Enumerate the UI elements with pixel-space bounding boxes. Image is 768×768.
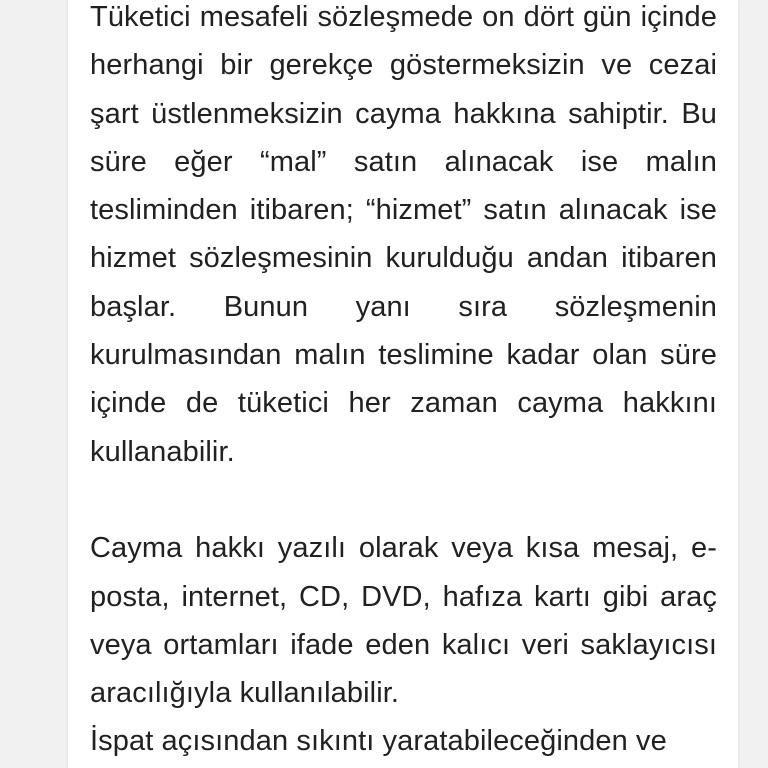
document-page: [68, 0, 738, 768]
paragraph-ispat: İspat açısından sıkıntı yaratabileceğinden ve: [90, 725, 667, 758]
paragraph-cayma-hakki-suresi: Tüketici mesafeli sözleşmede on dört gün içinde herhangi bir gerekçe göstermeksizin ve cezai şart üstlenmeksizin cayma hakkına sahiptir. Bu süre eğer “mal” satın alınacak ise malın tesliminden itibaren; “hizmet” satın alınacak ise hizmet sözleşmesinin kurulduğu andan itibaren başlar. Bunun yanı sıra sözleşmenin kurulmasından malın teslimine kadar olan süre içinde de tüketici her zaman cayma hakkını kullanabilir.: [90, 1, 717, 468]
paragraph-spacer: [90, 476, 717, 524]
paragraph-cayma-hakki-kullanimi: Cayma hakkı yazılı olarak veya kısa mesaj, e-posta, internet, CD, DVD, hafıza kartı gibi araç veya ortamları ifade eden kalıcı veri saklayıcısı aracılığıyla kullanılabilir.: [90, 532, 717, 710]
document-content: [90, 0, 717, 766]
